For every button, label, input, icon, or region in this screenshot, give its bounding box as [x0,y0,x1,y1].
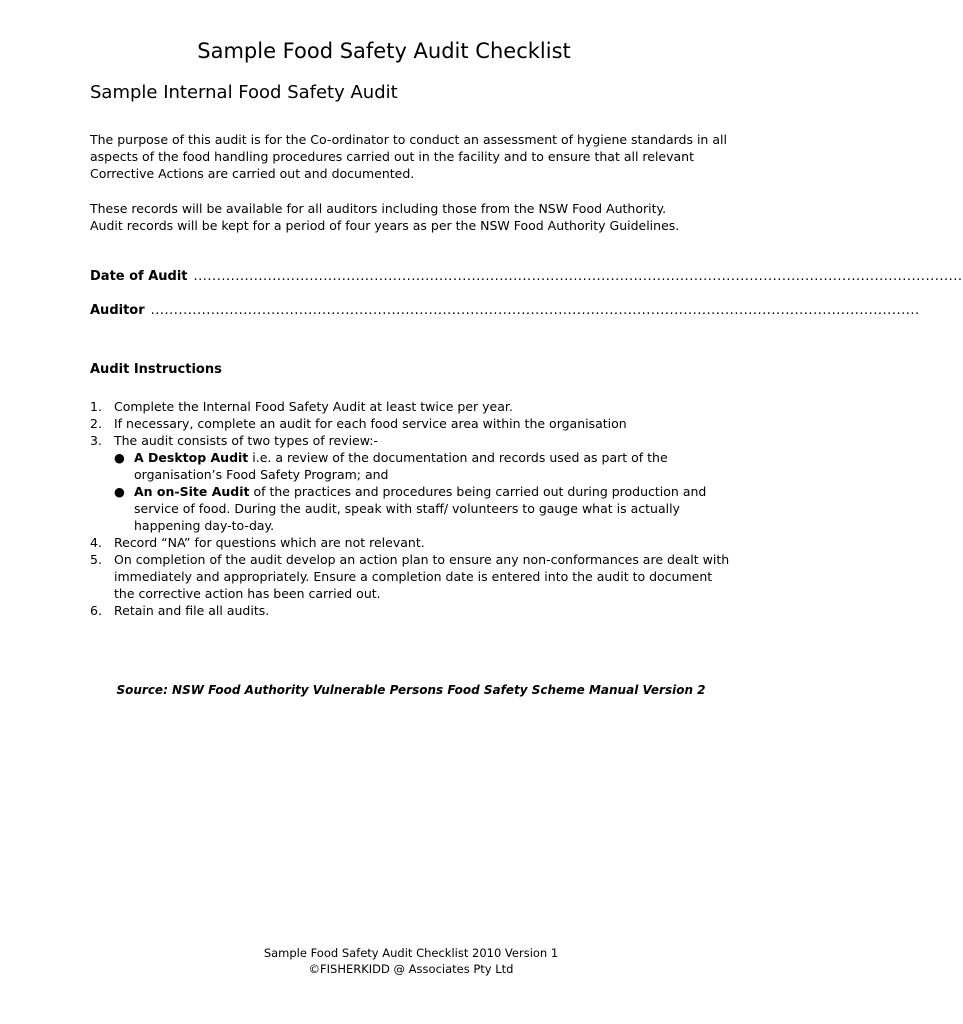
auditor-field[interactable] [90,302,920,320]
onsite-audit-text: of the practices and procedures being carried out during production and service of food. During the audit, speak with staff/ volunteers to gauge what is actually happening day-to-day. [134,484,707,533]
list-item-text: The audit consists of two types of review:- [114,433,378,448]
date-of-audit-label: Date of Audit [90,269,188,284]
footer-copyright: ©FISHERKIDD @ Associates Pty Ltd [308,962,514,976]
list-item-text: If necessary, complete an audit for each food service area within the organisation [114,416,627,431]
auditor-label: Auditor [90,303,145,318]
audit-instructions-heading: Audit Instructions [90,362,222,377]
source-citation: Source: NSW Food Authority Vulnerable Persons Food Safety Scheme Manual Version 2 [116,683,706,697]
date-of-audit-dots: ...................................................................................................................................................................... [193,269,963,284]
desktop-audit-text: i.e. a review of the documentation and records used as part of the organisation’s Food Safety Program; and [134,450,668,482]
records-line-1: These records will be available for all auditors including those from the NSW Food Authority. [90,201,667,216]
list-item [90,534,730,551]
date-of-audit-field[interactable] [90,268,963,286]
bullet-icon: ● [114,450,125,465]
desktop-audit-label: A Desktop Audit [134,450,249,465]
sub-list-item [114,449,730,483]
page-footer [0,945,822,977]
sub-list-item [114,483,730,534]
list-item-text: Retain and file all audits. [114,603,270,618]
footer-version: Sample Food Safety Audit Checklist 2010 Version 1 [263,946,559,960]
list-number: 3. [90,433,102,448]
list-item-text: Complete the Internal Food Safety Audit at least twice per year. [114,399,513,414]
list-item [90,602,730,619]
list-number: 6. [90,603,102,618]
list-item [90,398,730,415]
list-item [90,551,730,602]
onsite-audit-label: An on-Site Audit [134,484,250,499]
list-item-text: Record “NA” for questions which are not relevant. [114,535,425,550]
list-item [90,432,730,534]
auditor-dots: ...................................................................................................................................................................... [150,303,920,318]
list-number: 1. [90,399,102,414]
audit-instructions-list [90,398,730,619]
records-line-2: Audit records will be kept for a period of four years as per the NSW Food Authority Guidelines. [90,218,680,233]
list-number: 4. [90,535,102,550]
list-number: 5. [90,552,102,567]
document-title: Sample Food Safety Audit Checklist [197,39,571,63]
records-paragraph [90,200,740,234]
bullet-icon: ● [114,484,125,499]
review-types-list [114,449,730,534]
list-number: 2. [90,416,102,431]
list-item [90,415,730,432]
list-item-text: On completion of the audit develop an action plan to ensure any non-conformances are dealt with immediately and appropriately. Ensure a completion date is entered into the audit to document the corrective action has been carried out. [114,552,730,601]
purpose-paragraph: The purpose of this audit is for the Co-ordinator to conduct an assessment of hygiene standards in all aspects of the food handling procedures carried out in the facility and to ensure that all relevant Corrective Actions are carried out and documented. [90,132,727,181]
section-heading: Sample Internal Food Safety Audit [90,82,398,103]
